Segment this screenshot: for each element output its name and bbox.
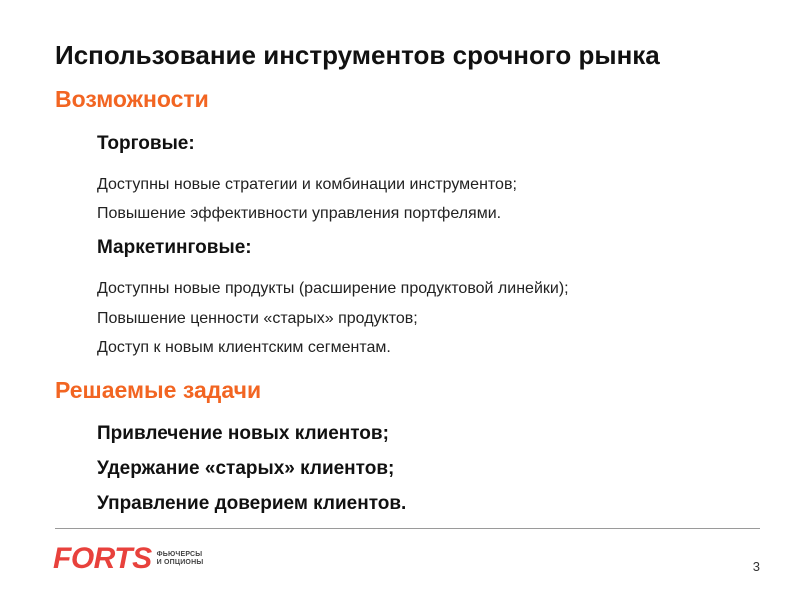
marketing-line: Доступ к новым клиентским сегментам.: [97, 339, 391, 356]
sub-heading-trading: Торговые:: [97, 133, 195, 154]
page-number: 3: [752, 559, 760, 574]
task-line: Управление доверием клиентов.: [97, 493, 407, 514]
logo-subtitle: [157, 551, 204, 567]
slide-title: Использование инструментов срочного рынка: [55, 40, 660, 70]
marketing-line: Доступны новые продукты (расширение продуктовой линейки);: [97, 280, 569, 297]
footer-divider: [55, 528, 760, 529]
task-line: Удержание «старых» клиентов;: [97, 458, 395, 479]
logo-subtitle-line2: И ОПЦИОНЫ: [156, 559, 204, 566]
marketing-line: Повышение ценности «старых» продуктов;: [97, 310, 418, 327]
logo-subtitle-line1: ФЬЮЧЕРСЫ: [156, 551, 203, 558]
logo-word: FORTS: [53, 542, 152, 575]
trading-line: Повышение эффективности управления портфелями.: [97, 205, 502, 222]
section-heading-opportunities: Возможности: [55, 86, 209, 112]
sub-heading-marketing: Маркетинговые:: [97, 237, 252, 258]
forts-logo: [53, 544, 203, 574]
task-line: Привлечение новых клиентов;: [97, 423, 389, 444]
section-heading-tasks: Решаемые задачи: [55, 377, 262, 403]
trading-line: Доступны новые стратегии и комбинации инструментов;: [97, 176, 517, 193]
